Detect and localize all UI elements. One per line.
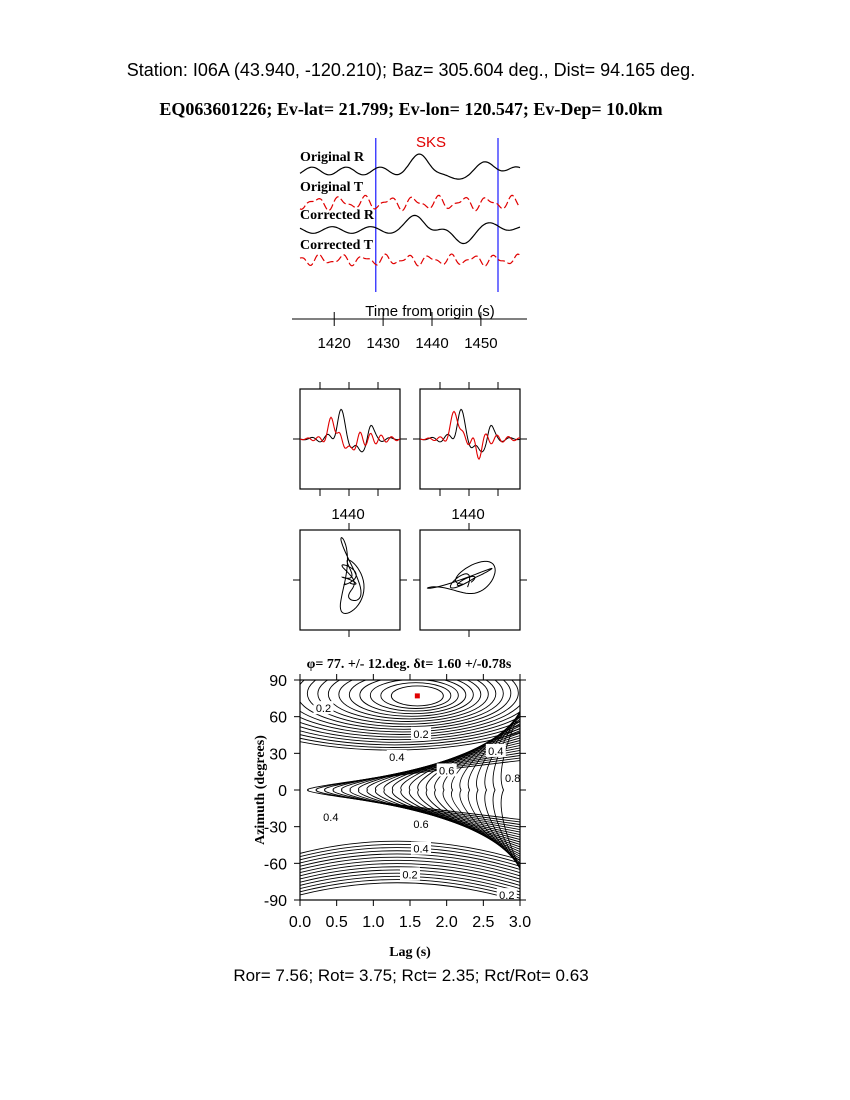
time-axis-label: Time from origin (s) [365,303,495,320]
lag-tick-label: 2.5 [472,914,495,931]
azimuth-axis-label: Azimuth (degrees) [253,735,268,845]
contour-line [342,750,525,831]
stats-line: Ror= 7.56; Rot= 3.75; Rct= 2.35; Rct/Rot= 0.63 [233,966,589,985]
energy-contour-panel [213,631,571,960]
trace-corrected-t [300,254,520,266]
trace-label-corrected-r: Corrected R [300,208,374,223]
lag-tick-label: 1.5 [398,914,422,931]
time-tick-label: 1430 [366,335,400,352]
waveform-tick-label-right: 1440 [451,506,485,523]
azimuth-tick-label: -30 [263,819,287,837]
azimuth-tick-label: 30 [269,746,287,764]
contour-label: 0.8 [505,772,521,785]
waveform-box-ticks [293,382,527,496]
azimuth-tick-label: 60 [269,709,287,727]
contour-label: 0.4 [413,843,429,856]
contour-line [315,663,496,724]
contour-label: 0.4 [323,811,339,824]
lag-axis-label: Lag (s) [389,945,431,960]
event-line: EQ063601226; Ev-lat= 21.799; Ev-lon= 120.547; Ev-Dep= 10.0km [159,99,663,119]
particle-motion-boxes [293,523,527,637]
waveform-after-transverse [420,412,520,460]
waveform-before-radial [300,409,400,452]
contour-label: 0.4 [488,745,504,758]
lag-tick-label: 0.0 [288,914,312,931]
waveform-boxes [293,382,527,523]
best-fit-marker [415,693,420,698]
contour-line [300,880,525,903]
azimuth-tick-label: -90 [263,893,287,910]
station-line: Station: I06A (43.940, -120.210); Baz= 305.604 deg., Dist= 94.165 deg. [126,60,696,80]
seismogram-panel [292,134,527,352]
lag-tick-label: 3.0 [508,914,532,931]
contour-line [316,757,525,822]
contour-label: 0.2 [402,869,418,882]
contour-title: φ= 77. +/- 12.deg. δt= 1.60 +/-0.78s [306,657,512,672]
contour-label: 0.2 [315,703,332,716]
azimuth-tick-label: 0 [278,783,287,800]
trace-label-corrected-t: Corrected T [300,238,373,253]
contour-label: 0.6 [439,765,455,778]
waveform-after-radial [420,409,520,452]
waveform-tick-label-left: 1440 [331,506,365,523]
time-tick-label: 1440 [415,335,449,352]
lag-tick-label: 0.5 [325,914,348,931]
particle-motion-before [340,538,364,614]
contour-label: 0.4 [389,752,405,764]
lag-tick-label: 1.0 [362,914,385,931]
contour-label: 0.6 [413,819,429,832]
particle-motion-after [428,561,496,593]
contour-label: 0.2 [413,728,429,741]
azimuth-tick-label: 90 [269,673,287,690]
phase-label: SKS [415,134,447,151]
contour-line [370,679,458,711]
time-tick-label: 1420 [317,335,351,352]
trace-label-original-r: Original R [300,150,365,165]
time-tick-label: 1450 [464,335,498,352]
contour-label: 0.2 [499,890,515,903]
trace-label-original-t: Original T [300,180,364,195]
lag-tick-label: 2.0 [435,914,458,931]
azimuth-tick-label: -60 [263,856,287,874]
